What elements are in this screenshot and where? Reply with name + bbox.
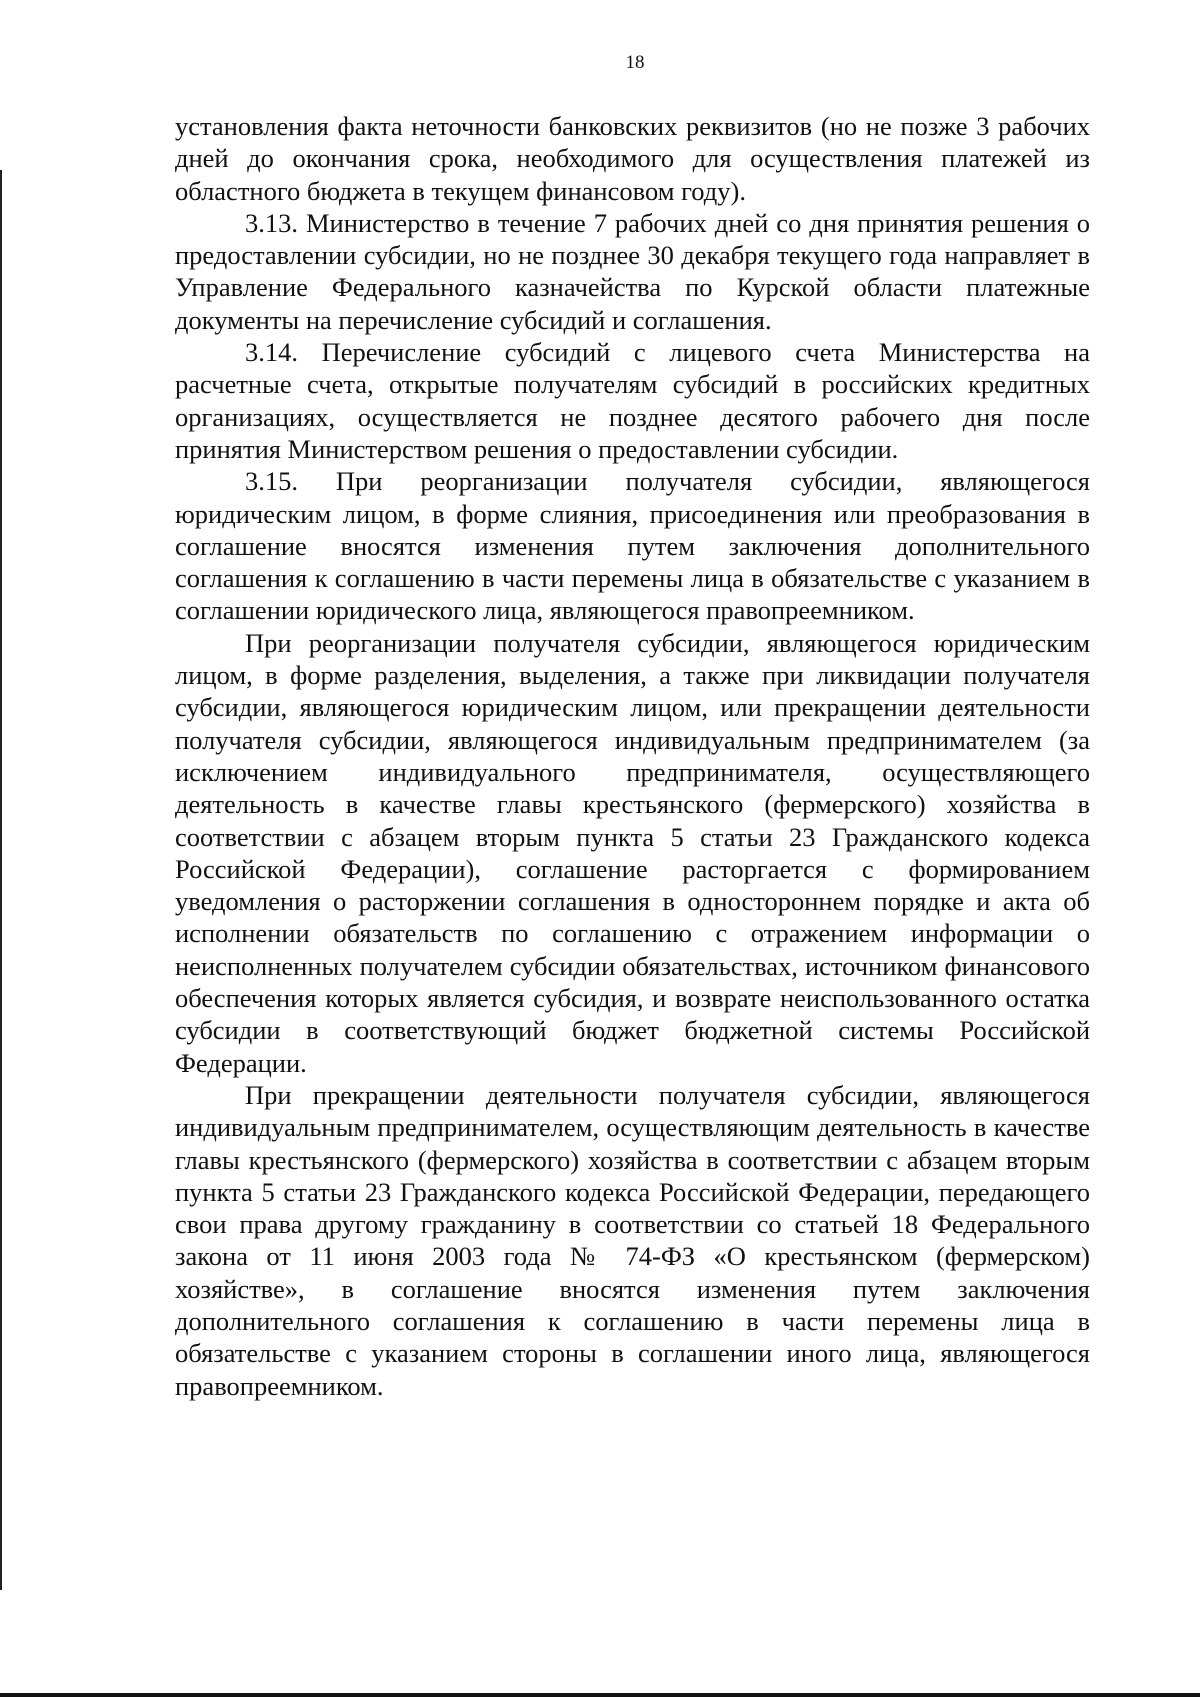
paragraph-3-13: 3.13. Министерство в течение 7 рабочих дней со дня принятия решения о предоставлении субсидии, но не позднее 30 декабря текущего года направляет в Управление Федерального казначейства по Курской области платежные документы на перечисление субсидий и соглашения. [175,207,1090,335]
paragraph-3-15: 3.15. При реорганизации получателя субсидии, являющегося юридическим лицом, в форме слияния, присоединения или преобразования в соглашение вносятся изменения путем заключения дополнительного соглашения к соглашению в части перемены лица в обязательстве с указанием в соглашении юридического лица, являющегося правопреемником. [175,466,1090,626]
paragraph-reorganization: При реорганизации получателя субсидии, являющегося юридическим лицом, в форме разделения, выделения, а также при ликвидации получателя субсидии, являющегося юридическим лицом, или прекращении деятельности получателя субсидии, являющегося индивидуальным предпринимателем (за исключением индивидуального предпринимателя, осуществляющего деятельность в качестве главы крестьянского (фермерского) хозяйства в соответствии с абзацем вторым пункта 5 статьи 23 Гражданского кодекса Российской Федерации), соглашение расторгается с формированием уведомления о расторжении соглашения в одностороннем порядке и акта об исполнении обязательств по соглашению с отражением информации о неисполненных получателем субсидии обязательствах, источником финансового обеспечения которых является субсидия, и возврате неиспользованного остатка субсидии в соответствующий бюджет бюджетной системы Российской Федерации. [175,627,1090,1078]
scan-edge-left [0,170,2,1590]
scan-edge-bottom [0,1693,1200,1697]
paragraph-termination: При прекращении деятельности получателя субсидии, являющегося индивидуальным предпринимателем, осуществляющим деятельность в качестве главы крестьянского (фермерского) хозяйства в соответствии с абзацем вторым пункта 5 статьи 23 Гражданского кодекса Российской Федерации, передающего свои права другому гражданину в соответствии со статьей 18 Федерального закона от 11 июня 2003 года № 74-ФЗ «О крестьянском (фермерском) хозяйстве», в соглашение вносятся изменения путем заключения дополнительного соглашения к соглашению в части перемены лица в обязательстве с указанием стороны в соглашении иного лица, являющегося правопреемником. [175,1079,1090,1401]
paragraph-continuation: установления факта неточности банковских реквизитов (но не позже 3 рабочих дней до окончания срока, необходимого для осуществления платежей из областного бюджета в текущем финансовом году). [175,111,1090,206]
paragraph-3-14: 3.14. Перечисление субсидий с лицевого счета Министерства на расчетные счета, открытые получателям субсидий в российских кредитных организациях, осуществляется не позднее десятого рабочего дня после принятия Министерством решения о предоставлении субсидии. [175,337,1090,464]
page-number: 18 [625,52,645,73]
document-body [175,110,1090,1402]
